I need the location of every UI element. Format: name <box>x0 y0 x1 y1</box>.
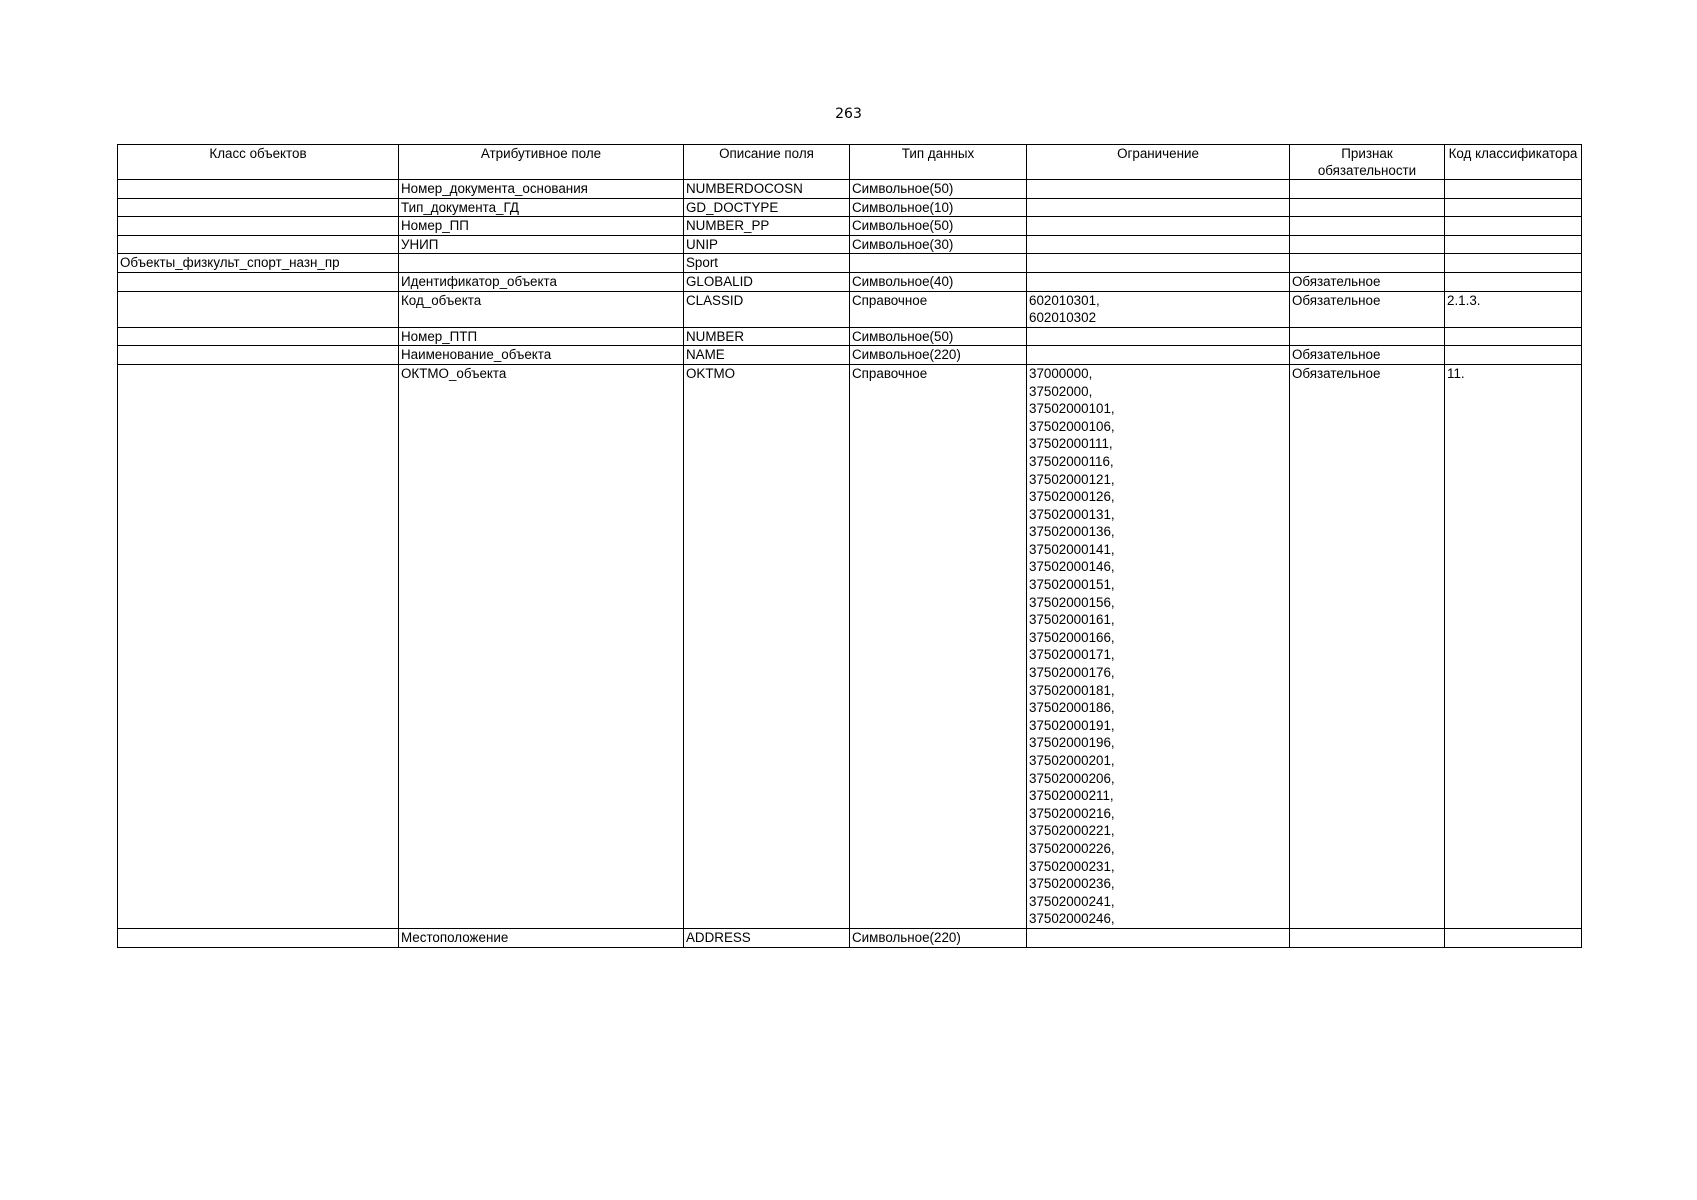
cell-classifier-code <box>1445 254 1582 273</box>
table-row <box>118 291 1582 327</box>
cell-mandatory-flag <box>1290 928 1445 947</box>
table-row <box>118 217 1582 236</box>
cell-object-class <box>118 364 399 928</box>
cell-constraint: 37000000, 37502000, 37502000101, 37502000106, 37502000111, 37502000116, 37502000121, 37502000126, 37502000131, 37502000136, 37502000141, 37502000146, 37502000151, 37502000156, 37502000161, 37502000166, 37502000171, 37502000176, 37502000181, 37502000186, 37502000191, 37502000196, 37502000201, 37502000206, 37502000211, 37502000216, 37502000221, 37502000226, 37502000231, 37502000236, 37502000241, 37502000246, <box>1027 364 1290 928</box>
cell-object-class <box>118 235 399 254</box>
table-row <box>118 198 1582 217</box>
cell-field-description: UNIP <box>684 235 850 254</box>
cell-object-class: Объекты_физкульт_спорт_назн_пр <box>118 254 399 273</box>
cell-mandatory-flag <box>1290 235 1445 254</box>
table-row <box>118 364 1582 928</box>
cell-object-class <box>118 327 399 346</box>
cell-field-description: CLASSID <box>684 291 850 327</box>
cell-constraint <box>1027 346 1290 365</box>
cell-data-type: Символьное(220) <box>850 346 1027 365</box>
cell-classifier-code: 11. <box>1445 364 1582 928</box>
cell-attribute-field: Код_объекта <box>399 291 684 327</box>
cell-classifier-code: 2.1.3. <box>1445 291 1582 327</box>
cell-object-class <box>118 928 399 947</box>
cell-data-type: Символьное(40) <box>850 272 1027 291</box>
cell-data-type: Символьное(10) <box>850 198 1027 217</box>
cell-classifier-code <box>1445 217 1582 236</box>
cell-data-type: Справочное <box>850 291 1027 327</box>
attribute-table <box>117 144 1582 948</box>
cell-classifier-code <box>1445 327 1582 346</box>
cell-constraint <box>1027 327 1290 346</box>
cell-mandatory-flag <box>1290 327 1445 346</box>
cell-mandatory-flag <box>1290 254 1445 273</box>
table-row <box>118 928 1582 947</box>
table-body <box>118 180 1582 948</box>
cell-attribute-field: Номер_ПТП <box>399 327 684 346</box>
cell-object-class <box>118 291 399 327</box>
table-row <box>118 327 1582 346</box>
cell-data-type: Символьное(50) <box>850 327 1027 346</box>
cell-constraint <box>1027 254 1290 273</box>
table-row <box>118 254 1582 273</box>
cell-mandatory-flag: Обязательное <box>1290 291 1445 327</box>
cell-mandatory-flag <box>1290 180 1445 199</box>
cell-attribute-field: Номер_ПП <box>399 217 684 236</box>
column-header-classifier-code: Код классификатора <box>1445 145 1582 180</box>
cell-mandatory-flag: Обязательное <box>1290 346 1445 365</box>
cell-mandatory-flag: Обязательное <box>1290 364 1445 928</box>
cell-object-class <box>118 180 399 199</box>
table-row <box>118 346 1582 365</box>
cell-constraint: 602010301, 602010302 <box>1027 291 1290 327</box>
column-header-mandatory-flag: Признак обязательности <box>1290 145 1445 180</box>
cell-attribute-field: ОКТМО_объекта <box>399 364 684 928</box>
cell-classifier-code <box>1445 928 1582 947</box>
cell-object-class <box>118 272 399 291</box>
cell-field-description: OKTMO <box>684 364 850 928</box>
page-number: 263 <box>835 106 862 122</box>
cell-attribute-field: УНИП <box>399 235 684 254</box>
cell-attribute-field: Тип_документа_ГД <box>399 198 684 217</box>
cell-field-description: NAME <box>684 346 850 365</box>
cell-data-type: Символьное(50) <box>850 180 1027 199</box>
cell-data-type <box>850 254 1027 273</box>
cell-data-type: Символьное(30) <box>850 235 1027 254</box>
table-row <box>118 272 1582 291</box>
cell-object-class <box>118 346 399 365</box>
cell-classifier-code <box>1445 198 1582 217</box>
cell-mandatory-flag <box>1290 198 1445 217</box>
cell-field-description: NUMBER <box>684 327 850 346</box>
cell-classifier-code <box>1445 272 1582 291</box>
header-row <box>118 145 1582 180</box>
cell-attribute-field: Идентификатор_объекта <box>399 272 684 291</box>
cell-constraint <box>1027 272 1290 291</box>
cell-constraint <box>1027 198 1290 217</box>
column-header-constraint: Ограничение <box>1027 145 1290 180</box>
cell-data-type: Символьное(220) <box>850 928 1027 947</box>
cell-field-description: NUMBERDOCOSN <box>684 180 850 199</box>
cell-object-class <box>118 217 399 236</box>
cell-field-description: GLOBALID <box>684 272 850 291</box>
cell-data-type: Справочное <box>850 364 1027 928</box>
column-header-attribute-field: Атрибутивное поле <box>399 145 684 180</box>
cell-classifier-code <box>1445 346 1582 365</box>
cell-attribute-field: Наименование_объекта <box>399 346 684 365</box>
column-header-field-description: Описание поля <box>684 145 850 180</box>
cell-attribute-field: Местоположение <box>399 928 684 947</box>
table-row <box>118 235 1582 254</box>
cell-field-description: GD_DOCTYPE <box>684 198 850 217</box>
cell-data-type: Символьное(50) <box>850 217 1027 236</box>
cell-constraint <box>1027 217 1290 236</box>
cell-field-description: Sport <box>684 254 850 273</box>
cell-constraint <box>1027 235 1290 254</box>
cell-classifier-code <box>1445 235 1582 254</box>
table-header <box>118 145 1582 180</box>
cell-field-description: NUMBER_PP <box>684 217 850 236</box>
cell-constraint <box>1027 180 1290 199</box>
cell-object-class <box>118 198 399 217</box>
column-header-data-type: Тип данных <box>850 145 1027 180</box>
cell-attribute-field: Номер_документа_основания <box>399 180 684 199</box>
table-row <box>118 180 1582 199</box>
cell-classifier-code <box>1445 180 1582 199</box>
cell-constraint <box>1027 928 1290 947</box>
cell-mandatory-flag <box>1290 217 1445 236</box>
cell-mandatory-flag: Обязательное <box>1290 272 1445 291</box>
column-header-object-class: Класс объектов <box>118 145 399 180</box>
cell-attribute-field <box>399 254 684 273</box>
cell-field-description: ADDRESS <box>684 928 850 947</box>
